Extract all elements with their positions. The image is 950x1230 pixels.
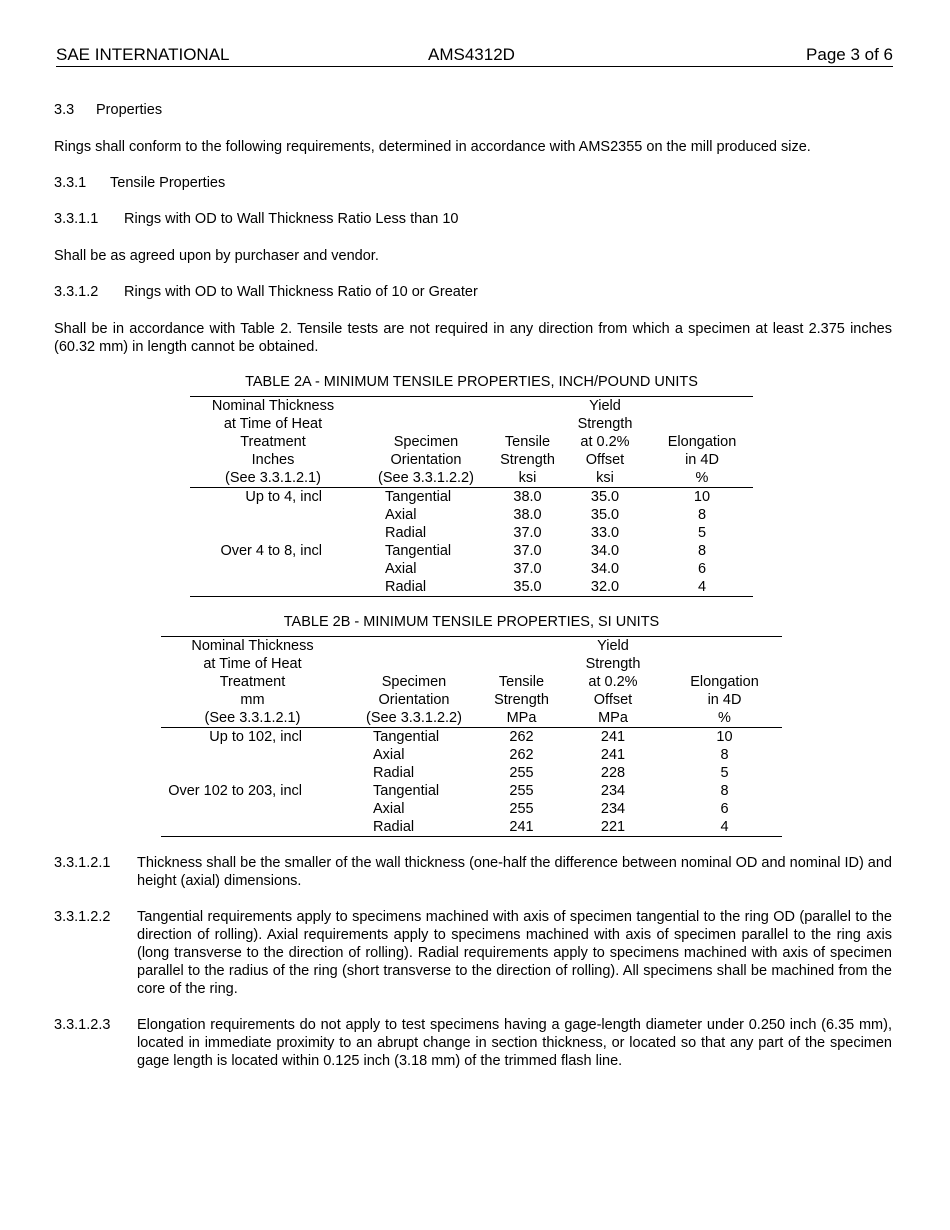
- head-yield: Yield: [559, 397, 651, 416]
- table-row: Over 102 to 203, incl Tangential 255 234 8: [168, 783, 729, 799]
- head-tensile: ksi: [496, 469, 559, 488]
- head-yield: Strength: [577, 416, 633, 432]
- note-number: 3.3.1.2.1: [54, 855, 111, 871]
- head-yield: at 0.2%: [588, 674, 638, 690]
- head-orientation: (See 3.3.1.2.2): [344, 709, 484, 728]
- head-yield: Yield: [559, 637, 667, 656]
- section-3-3-1-1-heading: [54, 210, 892, 228]
- section-3-3-text: Rings shall conform to the following requirements, determined in accordance with AMS2355 on the mill produced size.: [54, 139, 811, 155]
- head-elongation: %: [651, 469, 753, 488]
- table-row: Radial 241 221 4: [161, 818, 782, 837]
- section-3-3-1-2-heading: [54, 283, 892, 301]
- head-orientation: Orientation: [378, 692, 450, 708]
- note-text: Elongation requirements do not apply to test specimens having a gage-length diameter under 0.250 inch (6.35 mm), located in immediate proximity to an abrupt change in section thickness, or located so that any part of the specimen gage length is located within 0.125 inch (3.18 mm) of the trimmed flash line.: [137, 1017, 892, 1069]
- section-title: Tensile Properties: [110, 175, 226, 191]
- head-thickness: Treatment: [219, 674, 286, 690]
- section-title: Rings with OD to Wall Thickness Ratio of 10 or Greater: [124, 284, 478, 300]
- table-row: Axial 262 241 8: [373, 747, 729, 763]
- head-yield: at 0.2%: [580, 434, 630, 450]
- head-orientation: (See 3.3.1.2.2): [356, 469, 496, 488]
- head-elongation: in 4D: [707, 692, 742, 708]
- section-number: 3.3.1.2: [54, 284, 99, 300]
- note-number: 3.3.1.2.3: [54, 1017, 111, 1033]
- publisher-name: SAE INTERNATIONAL: [56, 45, 230, 64]
- head-elongation: %: [667, 709, 782, 728]
- note-3-3-1-2-3: [54, 1016, 892, 1070]
- head-thickness: (See 3.3.1.2.1): [190, 469, 356, 488]
- table-row: Axial 37.0 34.0 6: [385, 561, 707, 577]
- head-yield: ksi: [559, 469, 651, 488]
- table-2a: [190, 396, 753, 597]
- head-elongation: Elongation: [667, 434, 737, 450]
- table-row: Axial 38.0 35.0 8: [385, 507, 707, 523]
- head-thickness: Treatment: [240, 434, 306, 450]
- table-row: Radial 37.0 33.0 5: [385, 525, 707, 541]
- table-row: Radial 255 228 5: [373, 765, 729, 781]
- head-yield: Offset: [593, 692, 633, 708]
- head-yield: Offset: [585, 452, 625, 468]
- head-tensile: Tensile: [504, 434, 551, 450]
- head-thickness: at Time of Heat: [223, 416, 323, 432]
- note-number: 3.3.1.2.2: [54, 909, 111, 925]
- table-2b-caption: TABLE 2B - MINIMUM TENSILE PROPERTIES, SI UNITS: [283, 614, 660, 630]
- head-thickness: mm: [240, 692, 265, 708]
- head-thickness: Nominal Thickness: [161, 637, 344, 656]
- head-elongation: Elongation: [690, 674, 759, 690]
- head-orientation: Specimen: [381, 674, 447, 690]
- note-3-3-1-2-1: [54, 854, 892, 890]
- note-text: Tangential requirements apply to specimens machined with axis of specimen tangential to the ring OD (parallel to the direction of rolling). Axial requirements apply to specimens machined with axis of specimen parallel to the ring axis (long transverse to the direction of rolling). Radial requirements apply to specimens machined with axis of specimen parallel to the radius of the ring (short transverse to the direction of rolling). All specimens shall be machined from the core of the ring.: [137, 909, 892, 997]
- table-row: Over 4 to 8, incl Tangential 37.0 34.0 8: [220, 543, 707, 559]
- section-title: Rings with OD to Wall Thickness Ratio Less than 10: [124, 211, 459, 227]
- section-number: 3.3.1.1: [54, 211, 99, 227]
- note-text: Thickness shall be the smaller of the wall thickness (one-half the difference between nominal OD and nominal ID) and height (axial) dimensions.: [137, 855, 892, 889]
- head-yield: MPa: [559, 709, 667, 728]
- head-yield: Strength: [585, 656, 641, 672]
- head-tensile: Strength: [494, 692, 549, 708]
- table-row: Up to 102, incl Tangential 262 241 10: [209, 729, 733, 745]
- page-number: Page 3 of 6: [806, 45, 893, 64]
- section-number: 3.3: [54, 102, 75, 118]
- page-header: [56, 44, 893, 67]
- note-3-3-1-2-2: [54, 908, 892, 998]
- table-row: Up to 4, incl Tangential 38.0 35.0 10: [245, 489, 711, 505]
- table-row: Radial 35.0 32.0 4: [190, 578, 753, 597]
- section-number: 3.3.1: [54, 175, 87, 191]
- head-thickness: at Time of Heat: [203, 656, 302, 672]
- section-3-3-1-1-text: Shall be as agreed upon by purchaser and vendor.: [54, 248, 379, 264]
- section-3-3-heading: [54, 101, 892, 119]
- document-number: AMS4312D: [428, 45, 515, 64]
- head-thickness: Inches: [251, 452, 295, 468]
- head-tensile: Strength: [500, 452, 555, 468]
- table-2a-caption: TABLE 2A - MINIMUM TENSILE PROPERTIES, INCH/POUND UNITS: [245, 374, 698, 390]
- section-title: Properties: [96, 102, 163, 118]
- head-tensile: Tensile: [498, 674, 545, 690]
- table-row: Axial 255 234 6: [373, 801, 729, 817]
- section-3-3-1-2-text: Shall be in accordance with Table 2. Tensile tests are not required in any direction from which a specimen at least 2.375 inches (60.32 mm) in length cannot be obtained.: [54, 321, 892, 355]
- head-elongation: in 4D: [685, 452, 719, 468]
- head-thickness: Nominal Thickness: [190, 397, 356, 416]
- head-orientation: Orientation: [390, 452, 462, 468]
- head-orientation: Specimen: [393, 434, 459, 450]
- section-3-3-1-heading: [54, 174, 892, 192]
- table-2b: [161, 636, 782, 837]
- head-thickness: (See 3.3.1.2.1): [161, 709, 344, 728]
- head-tensile: MPa: [484, 709, 559, 728]
